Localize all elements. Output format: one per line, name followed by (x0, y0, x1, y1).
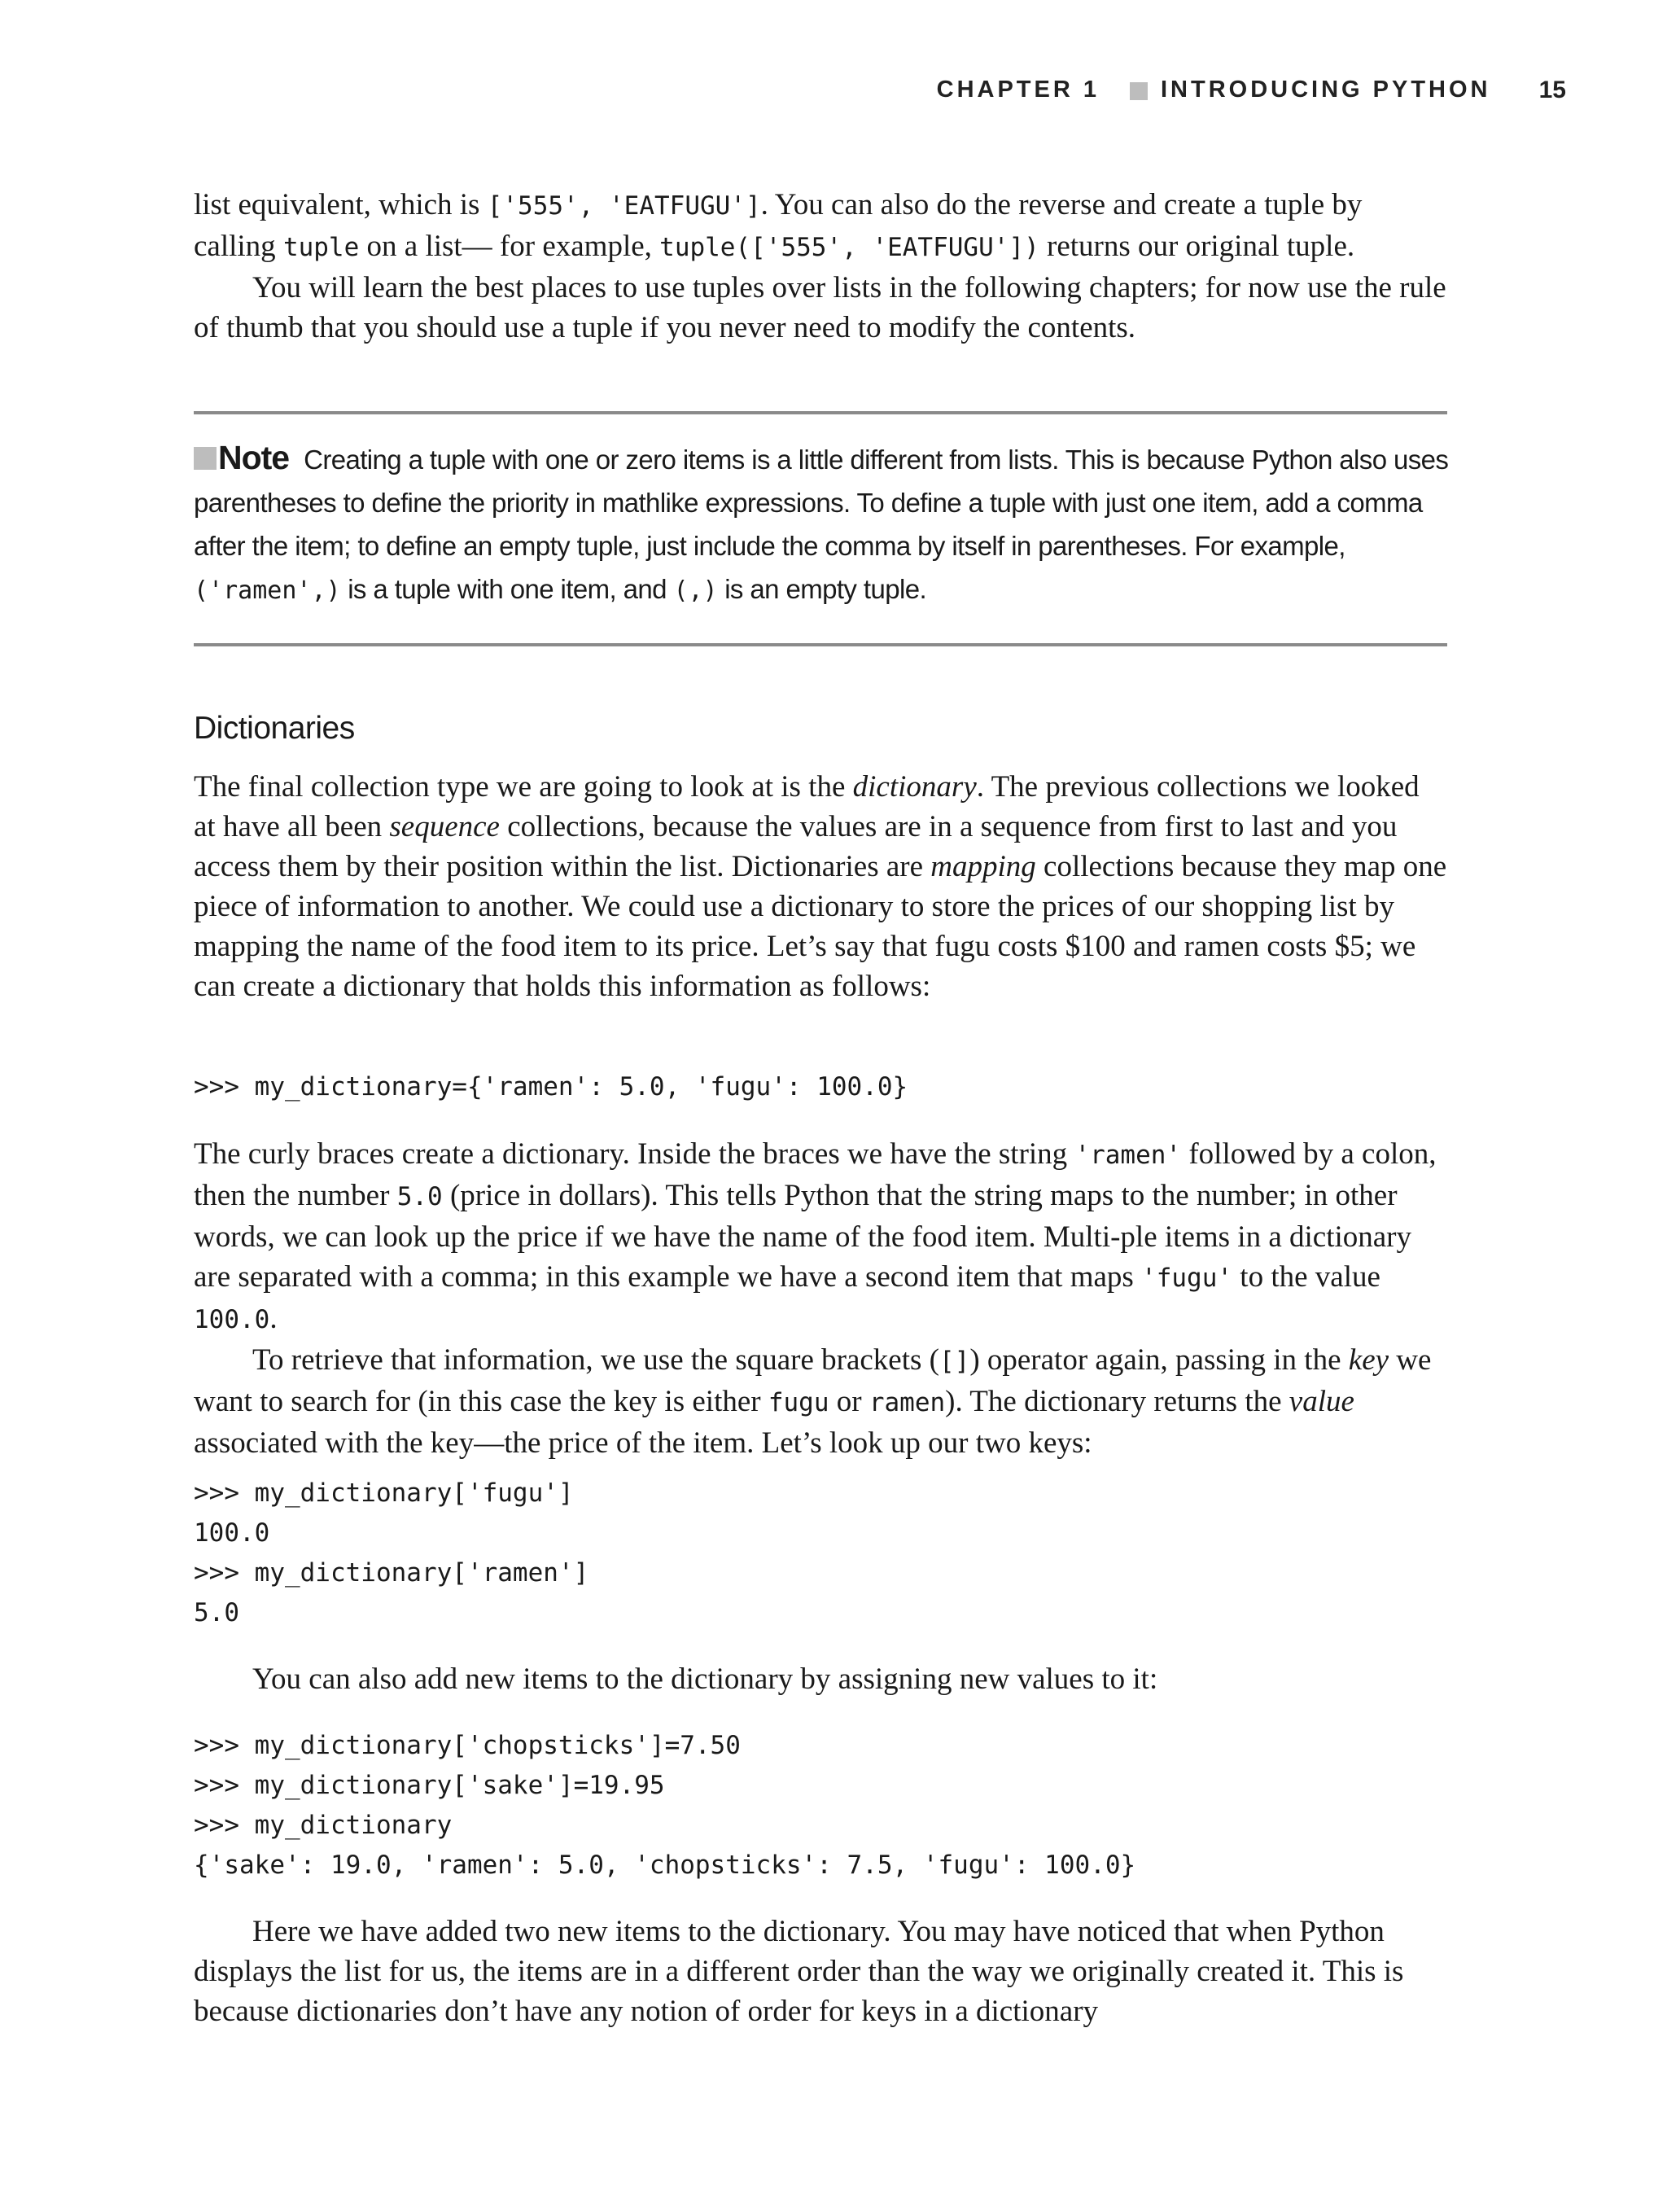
emphasis: sequence (389, 810, 500, 843)
text-run: is an empty tuple. (717, 574, 927, 604)
text-run: or (829, 1385, 869, 1418)
inline-code: ramen (869, 1388, 946, 1417)
text-run: returns our original tuple. (1039, 230, 1355, 263)
emphasis: mapping (930, 850, 1036, 883)
inline-code: 5.0 (396, 1182, 443, 1211)
text-run: associated with the key—the price of the item. Let’s look up our two keys: (194, 1426, 1092, 1460)
paragraph: You can also add new items to the dictionary by assigning new values to it: (252, 1662, 1158, 1696)
text-run: (price in dollars). This tells Python that the string maps to the number; in other words, we can look up the price if we have the name of the food item. Multi-ple items in a dictionary are separated with a comma; in this example we have a second item that maps (194, 1179, 1412, 1294)
text-run: list equivalent, which is (194, 188, 488, 221)
code-line: {'sake': 19.0, 'ramen': 5.0, 'chopsticks': 7.5, 'fugu': 100.0} (194, 1851, 1136, 1880)
inline-code: 'fugu' (1141, 1264, 1233, 1293)
paragraph (194, 1134, 1447, 1340)
code-line: >>> my_dictionary['chopsticks']=7.50 (194, 1731, 741, 1760)
code-line: >>> my_dictionary={'ramen': 5.0, 'fugu': 100.0} (194, 1072, 908, 1102)
inline-code: tuple (282, 233, 360, 262)
text-run: ). The dictionary returns the (945, 1385, 1289, 1418)
intro-paragraph-1 (194, 185, 1447, 268)
text-run: The curly braces create a dictionary. Inside the braces we have the string (194, 1137, 1075, 1171)
inline-code: ('ramen',) (194, 576, 341, 605)
section-paragraph-5 (194, 1912, 1447, 2031)
note-paragraph (194, 436, 1451, 612)
text-run: ) operator again, passing in the (969, 1343, 1349, 1377)
code-line: >>> my_dictionary['sake']=19.95 (194, 1771, 665, 1800)
running-head (0, 77, 1667, 109)
code-block-1 (194, 1067, 1447, 1107)
note-square-icon (194, 447, 217, 470)
text-run: to the value (1232, 1260, 1380, 1294)
text-run: collections because they map one piece of information to another. We could use a dictionary to store the prices of our shopping list by mapping the name of the food item to its price. Let’s say that fugu costs $100 and ramen costs $5; we can create a dictionary that holds this information as follows: (194, 850, 1447, 1003)
chapter-label: CHAPTER 1 (936, 77, 1100, 103)
inline-code: (,) (673, 576, 718, 605)
code-block-3 (194, 1726, 1447, 1886)
paragraph: Here we have added two new items to the dictionary. You may have noticed that when Python displays the list for us, the items are in a different order than the way we originally created it. This is because dictionaries don’t have any notion of order for keys in a dictionary (194, 1915, 1404, 2028)
code-line: >>> my_dictionary['fugu'] (194, 1478, 574, 1508)
text-run: The final collection type we are going to look at is the (194, 770, 853, 804)
section-heading: Dictionaries (194, 711, 355, 746)
emphasis: dictionary (852, 770, 977, 804)
text-run: followed by a colon, then the number (194, 1137, 1437, 1212)
paragraph (194, 1340, 1447, 1463)
inline-code: 100.0 (194, 1305, 270, 1334)
emphasis: value (1289, 1385, 1354, 1418)
text-run: on a list— for example, (359, 230, 660, 263)
separator-square-icon (1130, 82, 1148, 100)
note-top-rule (194, 411, 1447, 414)
note-bottom-rule (194, 643, 1447, 646)
intro-text (194, 185, 1447, 348)
text-run: . The previous collections we looked at have all been (194, 770, 1420, 843)
text-run: we want to search for (in this case the key is either (194, 1343, 1432, 1418)
text-run: . You can also do the reverse and create a tuple by calling (194, 188, 1363, 263)
text-run: . (269, 1302, 278, 1335)
section-paragraph-1 (194, 767, 1447, 1006)
text-run: Creating a tuple with one or zero items is a little different from lists. This is because Python also uses parentheses to define the priority in mathlike expressions. To define a tuple with just one item, add a comma after the item; to define an empty tuple, just include the comma by itself in parentheses. For example, (194, 445, 1449, 561)
paragraph (194, 767, 1447, 1006)
inline-code: [] (939, 1347, 970, 1376)
section-paragraphs-2-3 (194, 1134, 1447, 1463)
inline-code: fugu (768, 1388, 829, 1417)
code-line: 5.0 (194, 1598, 239, 1627)
note-box (194, 436, 1451, 612)
inline-code: tuple(['555', 'EATFUGU']) (659, 233, 1039, 262)
chapter-title: INTRODUCING PYTHON (1161, 77, 1491, 103)
text-run: is a tuple with one item, and (340, 574, 674, 604)
note-label: Note (218, 439, 290, 476)
page-number: 15 (1538, 77, 1566, 103)
code-line: 100.0 (194, 1518, 270, 1548)
text-run: collections, because the values are in a sequence from first to last and you access them by their position within the list. Dictionaries are (194, 810, 1398, 883)
emphasis: key (1348, 1343, 1389, 1377)
text-run: To retrieve that information, we use the square brackets ( (252, 1343, 939, 1377)
inline-code: ['555', 'EATFUGU'] (487, 191, 761, 221)
section-paragraph-4 (194, 1659, 1447, 1699)
intro-paragraph-2: You will learn the best places to use tuples over lists in the following chapters; for now use the rule of thumb that you should use a tuple if you never need to modify the contents. (194, 271, 1446, 344)
inline-code: 'ramen' (1074, 1141, 1182, 1170)
code-line: >>> my_dictionary['ramen'] (194, 1558, 589, 1588)
code-line: >>> my_dictionary (194, 1811, 453, 1840)
code-block-2 (194, 1474, 1447, 1633)
